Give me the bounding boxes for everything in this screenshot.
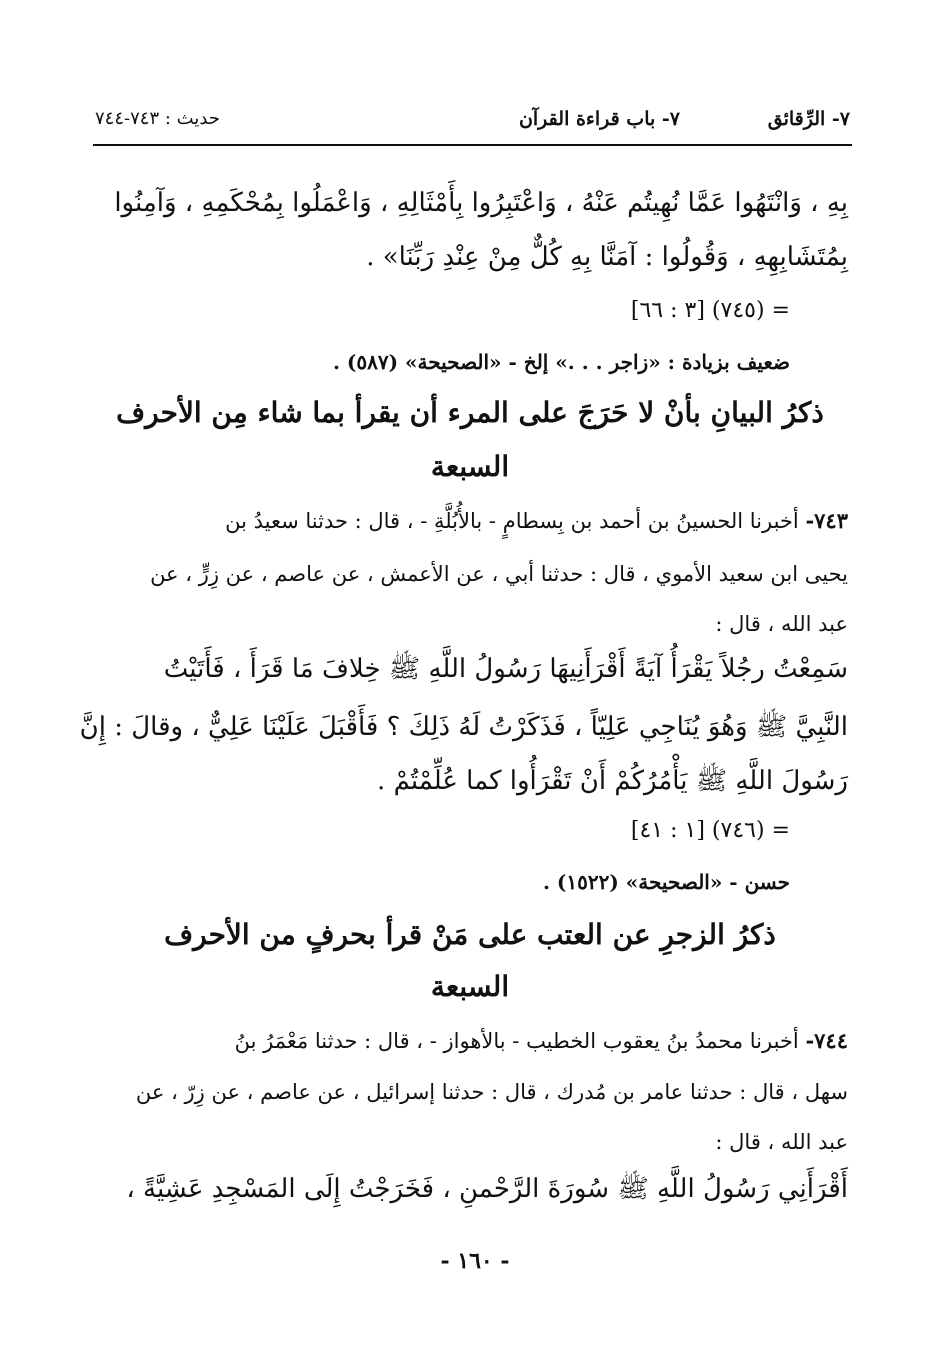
matn-line: رَسُولَ اللَّهِ ﷺ يَأْمُرُكُمْ أَنْ تَقْرَأُوا كما عُلِّمْتُمْ . — [377, 766, 848, 796]
matn-line: النَّبِيَّ ﷺ وَهُوَ يُنَاجِي عَلِيّاً ، فَذَكَرْتُ لَهُ ذَلِكَ ؟ فَأَقْبَلَ عَلَيْنَا عَلِيٌّ ، وقالَ : إِنَّ — [79, 712, 848, 742]
chapter-title: ٧- الرِّقائق — [767, 108, 850, 130]
isnad-line — [92, 1028, 848, 1053]
section-title: ٧- باب قراءة القرآن — [518, 108, 680, 130]
isnad-line: عبد الله ، قال : — [715, 612, 848, 636]
section-heading: ذكرُ البيانِ بأنْ لا حَرَجَ على المرء أن يقرأ بما شاء مِن الأحرف — [116, 396, 824, 429]
isnad-line: يحيى ابن سعيد الأموي ، قال : حدثنا أبي ، عن الأعمش ، عن عاصم ، عن زِرٍّ ، عن — [150, 562, 848, 586]
section-heading: ذكرُ الزجرِ عن العتب على مَنْ قرأ بحرفٍ من الأحرف — [164, 918, 776, 951]
isnad-text: أخبرنا الحسينُ بن أحمد بن بِسطامٍ - بالأُبُلَّةِ - ، قال : حدثنا سعيدُ بن — [225, 509, 799, 533]
hadith-number: ٧٤٤- — [805, 1028, 848, 1053]
page-number: - ١٦٠ - — [440, 1248, 510, 1274]
header-rule — [93, 144, 852, 146]
isnad-line — [92, 508, 848, 533]
hadith-number: ٧٤٣- — [805, 508, 848, 533]
section-heading-cont: السبعة — [430, 450, 510, 483]
grading-note: ضعيف بزيادة : «زاجر . . .» إلخ - «الصحيحة» (٥٨٧) . — [332, 350, 790, 374]
matn-line: سَمِعْتُ رجُلاً يَقْرَأُ آيَةً أَقْرَأَنِيهَا رَسُولُ اللَّهِ ﷺ خِلافَ مَا قَرَأَ ، فَأَتَيْتُ — [163, 654, 848, 684]
isnad-line: عبد الله ، قال : — [715, 1130, 848, 1154]
matn-line: بِمُتَشَابِهِهِ ، وَقُولُوا : آمَنَّا بِهِ كُلٌّ مِنْ عِنْدِ رَبِّنَا» . — [366, 242, 848, 272]
cross-reference: = (٧٤٦) [١ : ٤١] — [630, 818, 790, 843]
isnad-line: سهل ، قال : حدثنا عامر بن مُدرك ، قال : حدثنا إسرائيل ، عن عاصم ، عن زِرّ ، عن — [135, 1080, 848, 1104]
hadith-range: حديث : ٧٤٣-٧٤٤ — [95, 108, 220, 129]
grading-note: حسن - «الصحيحة» (١٥٢٢) . — [542, 870, 790, 894]
matn-line: أَقْرَأَنِي رَسُولُ اللَّهِ ﷺ سُورَةَ الرَّحْمنِ ، فَخَرَجْتُ إِلَى المَسْجِدِ عَشِيَّةً ، — [126, 1174, 848, 1204]
matn-line: بِهِ ، وَانْتَهُوا عَمَّا نُهِيتُم عَنْهُ ، وَاعْتَبِرُوا بِأَمْثَالِهِ ، وَاعْمَلُوا بِمُحْكَمِهِ ، وَآمِنُوا — [114, 188, 848, 218]
section-heading-cont: السبعة — [430, 970, 510, 1003]
isnad-text: أخبرنا محمدُ بنُ يعقوب الخطيب - بالأهواز - ، قال : حدثنا مَعْمَرُ بنُ — [234, 1029, 799, 1053]
cross-reference: = (٧٤٥) [٣ : ٦٦] — [630, 298, 790, 323]
